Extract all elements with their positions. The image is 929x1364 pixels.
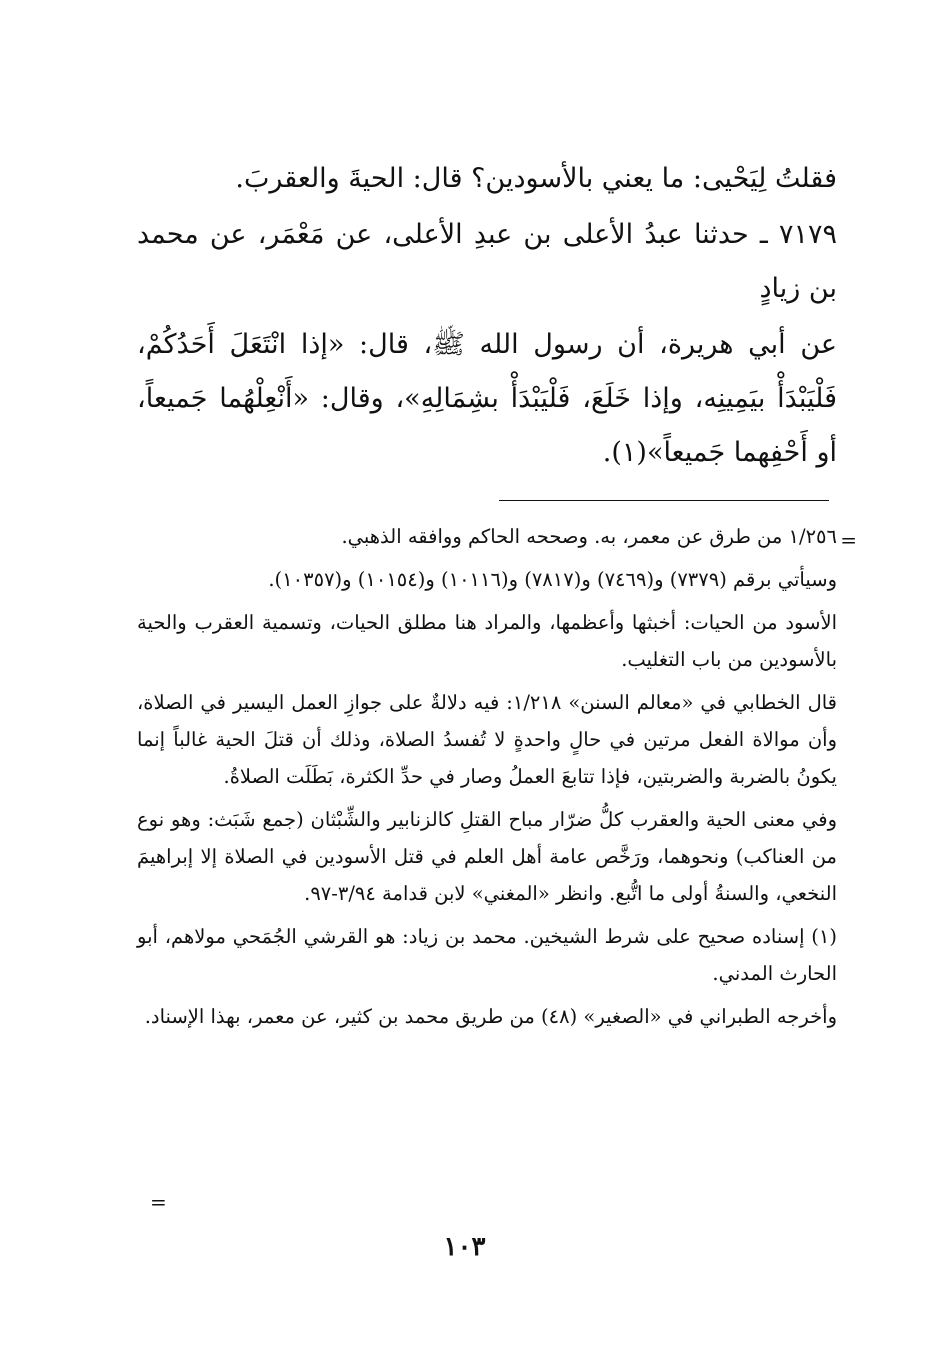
page-number: ١٠٣ [443, 1232, 486, 1262]
footnote-end-marker: = [150, 1190, 167, 1214]
hadith-body: عن أبي هريرة، أن رسول الله ﷺ، قال: «إذا انْتَعَلَ أَحَدُكُمْ، فَلْيَبْدَأْ بيَمِينِه، وإذا خَلَعَ، فَلْيَبْدَأْ بشِمَالِهِ»، وقال: «أَنْعِلْهُما جَميعاً، أو أَحْفِهما جَميعاً»(١). [137, 329, 837, 468]
hadith-intro: ٧١٧٩ ـ حدثنا عبدُ الأعلى بن عبدِ الأعلى، عن مَعْمَر، عن محمد بن زيادٍ [137, 219, 837, 304]
footnote-paragraph: الأسود من الحيات: أخبثها وأعظمها، والمراد هنا مطلق الحيات، وتسمية العقرب والحية بالأسودين من باب التغليب. [137, 611, 837, 671]
footnote-paragraph: وأخرجه الطبراني في «الصغير» (٤٨) من طريق محمد بن كثير، عن معمر، بهذا الإسناد. [144, 1005, 837, 1028]
footnote-paragraph: قال الخطابي في «معالم السنن» ١/٢١٨: فيه دلالةٌ على جوازِ العمل اليسير في الصلاة، وأن موالاة الفعل مرتين في حالٍ واحدةٍ لا تُفسدُ الصلاة، وذلك أن قتلَ الحية غالباً إنما يكونُ بالضربة والضربتين، فإذا تتابعَ العملُ وصار في حدِّ الكثرة، بَطَلَت الصلاةُ. [137, 691, 838, 788]
main-line-1: فقلتُ لِيَحْيى: ما يعني بالأسودين؟ قال: الحيةَ والعقربَ. [235, 163, 837, 194]
footnotes-block [137, 518, 837, 1041]
footnote-separator [499, 500, 829, 501]
footnote-paragraph: (١) إسناده صحيح على شرط الشيخين. محمد بن زياد: هو القرشي الجُمَحي مولاهم، أبو الحارث المدني. [137, 925, 837, 985]
footnote-paragraph: وسيأتي برقم (٧٣٧٩) و(٧٤٦٩) و(٧٨١٧) و(١٠١١٦) و(١٠١٥٤) و(١٠٣٥٧). [268, 568, 837, 591]
main-text-block [137, 152, 837, 480]
footnote-paragraph: ١/٢٥٦ من طرق عن معمر، به. وصححه الحاكم ووافقه الذهبي. [341, 525, 837, 548]
footnote-continuation-marker: = [840, 528, 857, 552]
footnote-paragraph: وفي معنى الحية والعقرب كلُّ ضرّار مباح القتلِ كالزنابير والشِّبْثان (جمع شَبَث: وهو نوع من العناكب) ونحوهما، ورَخَّص عامة أهل العلم في قتل الأسودين في الصلاة إلا إبراهيمَ النخعي، والسنةُ أولى ما اتُّبع. وانظر «المغني» لابن قدامة ٣/٩٤-٩٧. [137, 808, 837, 905]
